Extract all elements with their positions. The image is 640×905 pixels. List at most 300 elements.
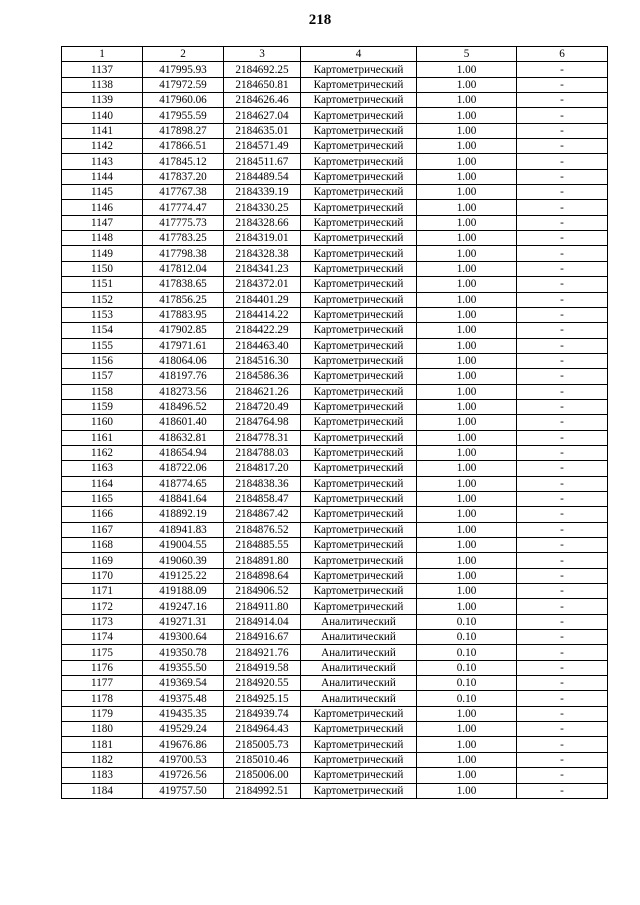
note-cell: -: [517, 93, 608, 108]
note-cell: -: [517, 292, 608, 307]
point-number-cell: 1177: [62, 676, 143, 691]
method-cell: Картометрический: [301, 108, 417, 123]
method-cell: Картометрический: [301, 169, 417, 184]
table-row: [62, 353, 608, 368]
table-row: [62, 752, 608, 767]
x-coordinate-cell: 418654.94: [143, 445, 224, 460]
table-row: [62, 553, 608, 568]
point-number-cell: 1179: [62, 706, 143, 721]
x-coordinate-cell: 419271.31: [143, 614, 224, 629]
point-number-cell: 1139: [62, 93, 143, 108]
note-cell: -: [517, 476, 608, 491]
method-cell: Картометрический: [301, 553, 417, 568]
note-cell: -: [517, 691, 608, 706]
point-number-cell: 1149: [62, 246, 143, 261]
y-coordinate-cell: 2184516.30: [224, 353, 301, 368]
point-number-cell: 1161: [62, 430, 143, 445]
x-coordinate-cell: 419188.09: [143, 584, 224, 599]
accuracy-cell: 1.00: [417, 123, 517, 138]
x-coordinate-cell: 419355.50: [143, 660, 224, 675]
point-number-cell: 1142: [62, 139, 143, 154]
method-cell: Картометрический: [301, 706, 417, 721]
note-cell: -: [517, 261, 608, 276]
accuracy-cell: 1.00: [417, 507, 517, 522]
table-row: [62, 338, 608, 353]
point-number-cell: 1165: [62, 491, 143, 506]
note-cell: -: [517, 752, 608, 767]
accuracy-cell: 1.00: [417, 292, 517, 307]
point-number-cell: 1148: [62, 231, 143, 246]
method-cell: Картометрический: [301, 568, 417, 583]
table-row: [62, 691, 608, 706]
y-coordinate-cell: 2185005.73: [224, 737, 301, 752]
x-coordinate-cell: 419757.50: [143, 783, 224, 798]
accuracy-cell: 1.00: [417, 476, 517, 491]
y-coordinate-cell: 2184939.74: [224, 706, 301, 721]
table-row: [62, 599, 608, 614]
note-cell: -: [517, 169, 608, 184]
y-coordinate-cell: 2184341.23: [224, 261, 301, 276]
x-coordinate-cell: 417856.25: [143, 292, 224, 307]
method-cell: Картометрический: [301, 139, 417, 154]
x-coordinate-cell: 417838.65: [143, 277, 224, 292]
x-coordinate-cell: 417995.93: [143, 62, 224, 77]
note-cell: -: [517, 660, 608, 675]
point-number-cell: 1178: [62, 691, 143, 706]
note-cell: -: [517, 200, 608, 215]
x-coordinate-cell: 418722.06: [143, 461, 224, 476]
y-coordinate-cell: 2184319.01: [224, 231, 301, 246]
x-coordinate-cell: 418197.76: [143, 369, 224, 384]
point-number-cell: 1159: [62, 399, 143, 414]
table-row: [62, 215, 608, 230]
table-row: [62, 645, 608, 660]
y-coordinate-cell: 2184692.25: [224, 62, 301, 77]
point-number-cell: 1173: [62, 614, 143, 629]
accuracy-cell: 1.00: [417, 246, 517, 261]
method-cell: Картометрический: [301, 369, 417, 384]
method-cell: Картометрический: [301, 507, 417, 522]
note-cell: -: [517, 338, 608, 353]
accuracy-cell: 0.10: [417, 614, 517, 629]
column-header: 2: [143, 47, 224, 62]
point-number-cell: 1162: [62, 445, 143, 460]
accuracy-cell: 1.00: [417, 77, 517, 92]
accuracy-cell: 1.00: [417, 768, 517, 783]
point-number-cell: 1163: [62, 461, 143, 476]
table-row: [62, 614, 608, 629]
table-row: [62, 307, 608, 322]
table-row: [62, 461, 608, 476]
table-header-row: [62, 47, 608, 62]
table-row: [62, 62, 608, 77]
note-cell: -: [517, 538, 608, 553]
method-cell: Картометрический: [301, 215, 417, 230]
point-number-cell: 1144: [62, 169, 143, 184]
accuracy-cell: 1.00: [417, 553, 517, 568]
y-coordinate-cell: 2184328.38: [224, 246, 301, 261]
y-coordinate-cell: 2184898.64: [224, 568, 301, 583]
note-cell: -: [517, 553, 608, 568]
point-number-cell: 1152: [62, 292, 143, 307]
accuracy-cell: 1.00: [417, 231, 517, 246]
note-cell: -: [517, 415, 608, 430]
x-coordinate-cell: 418892.19: [143, 507, 224, 522]
y-coordinate-cell: 2184838.36: [224, 476, 301, 491]
accuracy-cell: 1.00: [417, 584, 517, 599]
note-cell: -: [517, 630, 608, 645]
column-header: 5: [417, 47, 517, 62]
note-cell: -: [517, 768, 608, 783]
note-cell: -: [517, 277, 608, 292]
x-coordinate-cell: 419247.16: [143, 599, 224, 614]
table-row: [62, 507, 608, 522]
table-row: [62, 139, 608, 154]
accuracy-cell: 1.00: [417, 384, 517, 399]
point-number-cell: 1153: [62, 307, 143, 322]
point-number-cell: 1164: [62, 476, 143, 491]
table-row: [62, 584, 608, 599]
y-coordinate-cell: 2184511.67: [224, 154, 301, 169]
table-row: [62, 660, 608, 675]
table-row: [62, 384, 608, 399]
point-number-cell: 1154: [62, 323, 143, 338]
x-coordinate-cell: 417960.06: [143, 93, 224, 108]
table-row: [62, 123, 608, 138]
note-cell: -: [517, 399, 608, 414]
method-cell: Картометрический: [301, 752, 417, 767]
x-coordinate-cell: 417902.85: [143, 323, 224, 338]
point-number-cell: 1141: [62, 123, 143, 138]
x-coordinate-cell: 417898.27: [143, 123, 224, 138]
table-row: [62, 522, 608, 537]
table-row: [62, 430, 608, 445]
note-cell: -: [517, 231, 608, 246]
note-cell: -: [517, 307, 608, 322]
table-row: [62, 108, 608, 123]
point-number-cell: 1146: [62, 200, 143, 215]
point-number-cell: 1157: [62, 369, 143, 384]
note-cell: -: [517, 123, 608, 138]
x-coordinate-cell: 417971.61: [143, 338, 224, 353]
table-row: [62, 630, 608, 645]
x-coordinate-cell: 419125.22: [143, 568, 224, 583]
x-coordinate-cell: 418632.81: [143, 430, 224, 445]
method-cell: Картометрический: [301, 461, 417, 476]
note-cell: -: [517, 384, 608, 399]
y-coordinate-cell: 2185006.00: [224, 768, 301, 783]
y-coordinate-cell: 2184964.43: [224, 722, 301, 737]
y-coordinate-cell: 2184571.49: [224, 139, 301, 154]
method-cell: Картометрический: [301, 261, 417, 276]
method-cell: Картометрический: [301, 415, 417, 430]
x-coordinate-cell: 419700.53: [143, 752, 224, 767]
x-coordinate-cell: 419300.64: [143, 630, 224, 645]
method-cell: Картометрический: [301, 62, 417, 77]
x-coordinate-cell: 417866.51: [143, 139, 224, 154]
y-coordinate-cell: 2184328.66: [224, 215, 301, 230]
accuracy-cell: 1.00: [417, 307, 517, 322]
note-cell: -: [517, 215, 608, 230]
table-body: [62, 62, 608, 799]
x-coordinate-cell: 419060.39: [143, 553, 224, 568]
y-coordinate-cell: 2184919.58: [224, 660, 301, 675]
note-cell: -: [517, 584, 608, 599]
y-coordinate-cell: 2184817.20: [224, 461, 301, 476]
method-cell: Картометрический: [301, 323, 417, 338]
table-row: [62, 445, 608, 460]
table-row: [62, 323, 608, 338]
x-coordinate-cell: 417774.47: [143, 200, 224, 215]
accuracy-cell: 1.00: [417, 706, 517, 721]
note-cell: -: [517, 323, 608, 338]
note-cell: -: [517, 706, 608, 721]
point-number-cell: 1181: [62, 737, 143, 752]
method-cell: Картометрический: [301, 154, 417, 169]
table-row: [62, 261, 608, 276]
point-number-cell: 1155: [62, 338, 143, 353]
table-row: [62, 292, 608, 307]
accuracy-cell: 1.00: [417, 261, 517, 276]
method-cell: Аналитический: [301, 676, 417, 691]
method-cell: Картометрический: [301, 185, 417, 200]
note-cell: -: [517, 430, 608, 445]
method-cell: Картометрический: [301, 231, 417, 246]
x-coordinate-cell: 417883.95: [143, 307, 224, 322]
point-number-cell: 1168: [62, 538, 143, 553]
accuracy-cell: 1.00: [417, 353, 517, 368]
y-coordinate-cell: 2184586.36: [224, 369, 301, 384]
table-row: [62, 154, 608, 169]
x-coordinate-cell: 419004.55: [143, 538, 224, 553]
x-coordinate-cell: 417972.59: [143, 77, 224, 92]
method-cell: Картометрический: [301, 445, 417, 460]
accuracy-cell: 1.00: [417, 200, 517, 215]
y-coordinate-cell: 2184489.54: [224, 169, 301, 184]
y-coordinate-cell: 2184339.19: [224, 185, 301, 200]
table-row: [62, 169, 608, 184]
method-cell: Картометрический: [301, 783, 417, 798]
x-coordinate-cell: 417812.04: [143, 261, 224, 276]
accuracy-cell: 1.00: [417, 737, 517, 752]
note-cell: -: [517, 783, 608, 798]
x-coordinate-cell: 417767.38: [143, 185, 224, 200]
x-coordinate-cell: 418841.64: [143, 491, 224, 506]
accuracy-cell: 1.00: [417, 399, 517, 414]
accuracy-cell: 1.00: [417, 415, 517, 430]
table-row: [62, 231, 608, 246]
note-cell: -: [517, 599, 608, 614]
column-header: 6: [517, 47, 608, 62]
accuracy-cell: 1.00: [417, 93, 517, 108]
method-cell: Картометрический: [301, 722, 417, 737]
note-cell: -: [517, 507, 608, 522]
table-row: [62, 783, 608, 798]
x-coordinate-cell: 417845.12: [143, 154, 224, 169]
point-number-cell: 1143: [62, 154, 143, 169]
method-cell: Картометрический: [301, 123, 417, 138]
point-number-cell: 1167: [62, 522, 143, 537]
y-coordinate-cell: 2184916.67: [224, 630, 301, 645]
note-cell: -: [517, 77, 608, 92]
method-cell: Картометрический: [301, 768, 417, 783]
method-cell: Картометрический: [301, 384, 417, 399]
point-number-cell: 1160: [62, 415, 143, 430]
table-row: [62, 77, 608, 92]
method-cell: Картометрический: [301, 476, 417, 491]
accuracy-cell: 1.00: [417, 722, 517, 737]
coordinates-table: [61, 46, 608, 799]
note-cell: -: [517, 614, 608, 629]
table-row: [62, 93, 608, 108]
x-coordinate-cell: 418273.56: [143, 384, 224, 399]
y-coordinate-cell: 2184778.31: [224, 430, 301, 445]
y-coordinate-cell: 2184921.76: [224, 645, 301, 660]
accuracy-cell: 1.00: [417, 338, 517, 353]
x-coordinate-cell: 419369.54: [143, 676, 224, 691]
note-cell: -: [517, 108, 608, 123]
table-row: [62, 415, 608, 430]
table-row: [62, 369, 608, 384]
point-number-cell: 1156: [62, 353, 143, 368]
point-number-cell: 1184: [62, 783, 143, 798]
x-coordinate-cell: 417783.25: [143, 231, 224, 246]
y-coordinate-cell: 2184788.03: [224, 445, 301, 460]
column-header: 3: [224, 47, 301, 62]
x-coordinate-cell: 417837.20: [143, 169, 224, 184]
accuracy-cell: 1.00: [417, 430, 517, 445]
note-cell: -: [517, 491, 608, 506]
table-row: [62, 568, 608, 583]
method-cell: Картометрический: [301, 430, 417, 445]
y-coordinate-cell: 2184876.52: [224, 522, 301, 537]
accuracy-cell: 1.00: [417, 139, 517, 154]
point-number-cell: 1166: [62, 507, 143, 522]
y-coordinate-cell: 2184635.01: [224, 123, 301, 138]
accuracy-cell: 1.00: [417, 62, 517, 77]
method-cell: Картометрический: [301, 292, 417, 307]
column-header: 4: [301, 47, 417, 62]
method-cell: Картометрический: [301, 307, 417, 322]
y-coordinate-cell: 2184650.81: [224, 77, 301, 92]
y-coordinate-cell: 2185010.46: [224, 752, 301, 767]
point-number-cell: 1170: [62, 568, 143, 583]
y-coordinate-cell: 2184463.40: [224, 338, 301, 353]
accuracy-cell: 1.00: [417, 215, 517, 230]
method-cell: Картометрический: [301, 399, 417, 414]
y-coordinate-cell: 2184626.46: [224, 93, 301, 108]
y-coordinate-cell: 2184920.55: [224, 676, 301, 691]
y-coordinate-cell: 2184414.22: [224, 307, 301, 322]
method-cell: Аналитический: [301, 645, 417, 660]
point-number-cell: 1140: [62, 108, 143, 123]
accuracy-cell: 1.00: [417, 277, 517, 292]
accuracy-cell: 1.00: [417, 323, 517, 338]
y-coordinate-cell: 2184867.42: [224, 507, 301, 522]
accuracy-cell: 0.10: [417, 645, 517, 660]
method-cell: Картометрический: [301, 93, 417, 108]
x-coordinate-cell: 418601.40: [143, 415, 224, 430]
note-cell: -: [517, 246, 608, 261]
y-coordinate-cell: 2184621.26: [224, 384, 301, 399]
accuracy-cell: 1.00: [417, 568, 517, 583]
x-coordinate-cell: 417955.59: [143, 108, 224, 123]
method-cell: Картометрический: [301, 338, 417, 353]
note-cell: -: [517, 722, 608, 737]
x-coordinate-cell: 418941.83: [143, 522, 224, 537]
table-row: [62, 476, 608, 491]
table-row: [62, 200, 608, 215]
y-coordinate-cell: 2184858.47: [224, 491, 301, 506]
method-cell: Картометрический: [301, 277, 417, 292]
x-coordinate-cell: 419726.56: [143, 768, 224, 783]
accuracy-cell: 1.00: [417, 108, 517, 123]
point-number-cell: 1176: [62, 660, 143, 675]
accuracy-cell: 0.10: [417, 660, 517, 675]
point-number-cell: 1145: [62, 185, 143, 200]
point-number-cell: 1137: [62, 62, 143, 77]
accuracy-cell: 1.00: [417, 752, 517, 767]
y-coordinate-cell: 2184906.52: [224, 584, 301, 599]
table-row: [62, 676, 608, 691]
point-number-cell: 1174: [62, 630, 143, 645]
y-coordinate-cell: 2184764.98: [224, 415, 301, 430]
accuracy-cell: 1.00: [417, 538, 517, 553]
x-coordinate-cell: 418774.65: [143, 476, 224, 491]
note-cell: -: [517, 62, 608, 77]
note-cell: -: [517, 568, 608, 583]
point-number-cell: 1175: [62, 645, 143, 660]
note-cell: -: [517, 737, 608, 752]
point-number-cell: 1147: [62, 215, 143, 230]
method-cell: Аналитический: [301, 691, 417, 706]
accuracy-cell: 1.00: [417, 461, 517, 476]
y-coordinate-cell: 2184720.49: [224, 399, 301, 414]
point-number-cell: 1151: [62, 277, 143, 292]
y-coordinate-cell: 2184992.51: [224, 783, 301, 798]
table-row: [62, 185, 608, 200]
note-cell: -: [517, 676, 608, 691]
method-cell: Картометрический: [301, 246, 417, 261]
note-cell: -: [517, 645, 608, 660]
method-cell: Картометрический: [301, 77, 417, 92]
accuracy-cell: 1.00: [417, 185, 517, 200]
y-coordinate-cell: 2184330.25: [224, 200, 301, 215]
method-cell: Картометрический: [301, 538, 417, 553]
accuracy-cell: 1.00: [417, 445, 517, 460]
method-cell: Картометрический: [301, 200, 417, 215]
accuracy-cell: 1.00: [417, 491, 517, 506]
x-coordinate-cell: 419375.48: [143, 691, 224, 706]
accuracy-cell: 1.00: [417, 599, 517, 614]
method-cell: Картометрический: [301, 737, 417, 752]
note-cell: -: [517, 445, 608, 460]
method-cell: Аналитический: [301, 660, 417, 675]
y-coordinate-cell: 2184891.80: [224, 553, 301, 568]
y-coordinate-cell: 2184885.55: [224, 538, 301, 553]
method-cell: Картометрический: [301, 584, 417, 599]
note-cell: -: [517, 139, 608, 154]
y-coordinate-cell: 2184401.29: [224, 292, 301, 307]
method-cell: Аналитический: [301, 630, 417, 645]
table-row: [62, 491, 608, 506]
point-number-cell: 1182: [62, 752, 143, 767]
x-coordinate-cell: 419350.78: [143, 645, 224, 660]
x-coordinate-cell: 417775.73: [143, 215, 224, 230]
x-coordinate-cell: 419676.86: [143, 737, 224, 752]
table-row: [62, 722, 608, 737]
column-header: 1: [62, 47, 143, 62]
